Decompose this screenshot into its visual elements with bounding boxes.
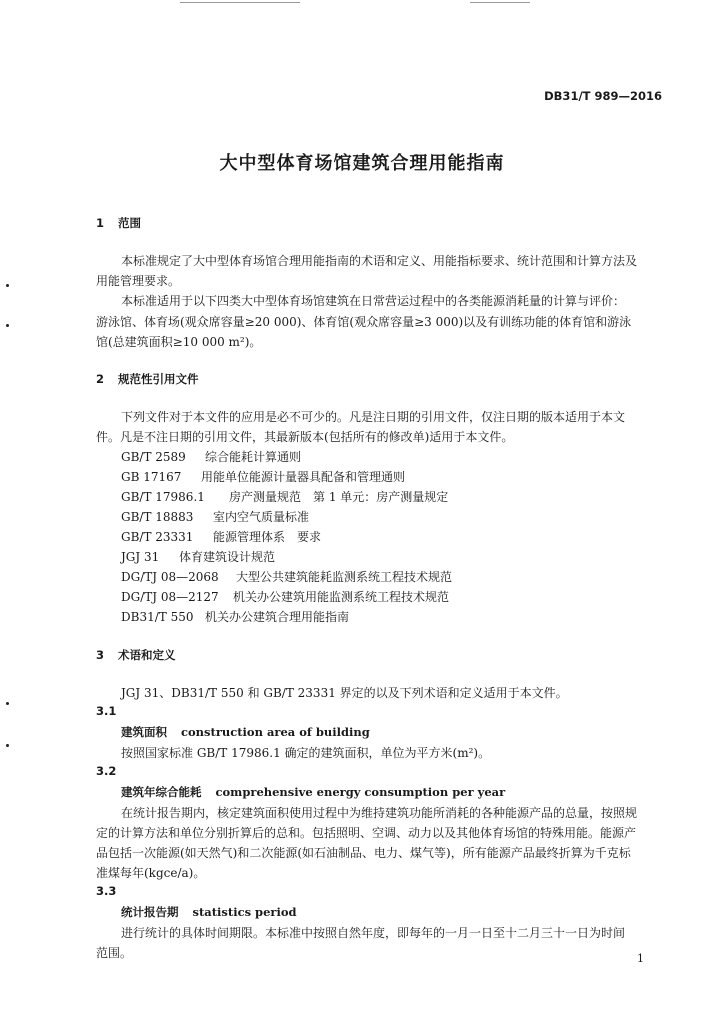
- reference-item: [121, 468, 405, 485]
- section-heading-terms: [96, 647, 176, 663]
- section-number: 2: [96, 372, 105, 386]
- reference-title: 机关办公建筑用能监测系统工程技术规范: [233, 590, 450, 604]
- reference-title: 机关办公建筑合理用能指南: [205, 610, 350, 624]
- paragraph-line: 件。凡是不注日期的引用文件，其最新版本(包括所有的修改单)适用于本文件。: [96, 430, 514, 444]
- clause-number: 3.2: [96, 764, 117, 778]
- reference-item: [121, 588, 449, 605]
- reference-item: [121, 608, 349, 625]
- section-heading-normative-references: [96, 371, 199, 387]
- reference-title: 大型公共建筑能耗监测系统工程技术规范: [236, 570, 453, 584]
- definition-line: 在统计报告期内，核定建筑面积使用过程中为维持建筑功能所消耗的各种能源产品的总量，按照规: [121, 806, 638, 820]
- section-number: 1: [96, 216, 105, 230]
- reference-code: GB 17167: [121, 470, 182, 484]
- reference-item: [121, 548, 275, 565]
- reference-title: 室内空气质量标准: [213, 510, 310, 524]
- reference-code: DG/TJ 08—2127: [121, 590, 219, 604]
- reference-code: JGJ 31: [121, 550, 160, 564]
- paragraph-line: 用能管理要求。: [96, 274, 181, 288]
- section-number: 3: [96, 648, 105, 662]
- section-heading-scope: [96, 215, 141, 231]
- reference-item: [121, 528, 321, 545]
- reference-title: 用能单位能源计量器具配备和管理通则: [201, 470, 406, 484]
- scan-artifact-dot: [6, 324, 9, 327]
- clause-number: 3.3: [96, 884, 117, 898]
- term-chinese: 统计报告期: [121, 905, 179, 919]
- term-chinese: 建筑面积: [121, 725, 167, 739]
- clause-number: 3.1: [96, 704, 117, 718]
- scan-artifact-dot: [6, 744, 9, 747]
- definition-line: 准煤每年(kgce/a)。: [96, 866, 206, 880]
- scan-artifact-dot: [6, 284, 9, 287]
- section-title: 范围: [118, 216, 141, 230]
- reference-code: GB/T 2589: [121, 450, 186, 464]
- definition-line: 范围。: [96, 946, 133, 960]
- term-entry: [121, 724, 370, 740]
- paragraph-line: 馆(总建筑面积≥10 000 m²)。: [96, 335, 262, 349]
- reference-title: 综合能耗计算通则: [205, 450, 302, 464]
- reference-code: GB/T 17986.1: [121, 490, 205, 504]
- paragraph-line: 游泳馆、体育场(观众席容量≥20 000)、体育馆(观众席容量≥3 000)以及有训练功能的体育馆和游泳: [96, 315, 632, 329]
- term-entry: [121, 904, 297, 920]
- definition-line: 进行统计的具体时间期限。本标准中按照自然年度，即每年的一月一日至十二月三十一日为时间: [121, 926, 626, 940]
- section-title: 术语和定义: [118, 648, 176, 662]
- page-number: 1: [637, 952, 644, 965]
- reference-code: GB/T 23331: [121, 530, 194, 544]
- reference-item: [121, 508, 309, 525]
- definition-line: 定的计算方法和单位分别折算后的总和。包括照明、空调、动力以及其他体育场馆的特殊用能。能源产: [96, 826, 637, 840]
- paragraph-line: 本标准适用于以下四类大中型体育场馆建筑在日常营运过程中的各类能源消耗量的计算与评价：: [121, 294, 626, 308]
- reference-item: [121, 488, 448, 505]
- standard-code: DB31/T 989—2016: [544, 89, 662, 103]
- definition-line: 品包括一次能源(如天然气)和二次能源(如石油制品、电力、煤气等)，所有能源产品最终折算为千克标: [96, 846, 631, 860]
- term-english: construction area of building: [181, 725, 370, 739]
- reference-title: 房产测量规范 第 1 单元：房产测量规定: [229, 490, 449, 504]
- term-english: comprehensive energy consumption per year: [215, 785, 506, 799]
- reference-title: 能源管理体系 要求: [213, 530, 322, 544]
- reference-item: [121, 568, 452, 585]
- reference-item: [121, 448, 301, 465]
- paragraph-line: JGJ 31、DB31/T 550 和 GB/T 23331 界定的以及下列术语和定义适用于本文件。: [121, 686, 568, 700]
- term-english: statistics period: [192, 905, 297, 919]
- scan-artifact-line: [470, 2, 530, 3]
- paragraph-line: 下列文件对于本文件的应用是必不可少的。凡是注日期的引用文件，仅注日期的版本适用于本文: [121, 410, 626, 424]
- term-chinese: 建筑年综合能耗: [121, 785, 202, 799]
- term-entry: [121, 784, 505, 800]
- scan-artifact-dot: [6, 702, 9, 705]
- reference-code: GB/T 18883: [121, 510, 194, 524]
- scan-artifact-line: [180, 2, 300, 3]
- document-title: 大中型体育场馆建筑合理用能指南: [219, 153, 505, 174]
- reference-title: 体育建筑设计规范: [179, 550, 276, 564]
- reference-code: DB31/T 550: [121, 610, 194, 624]
- section-title: 规范性引用文件: [118, 372, 199, 386]
- paragraph-line: 本标准规定了大中型体育场馆合理用能指南的术语和定义、用能指标要求、统计范围和计算方法及: [121, 254, 638, 268]
- reference-code: DG/TJ 08—2068: [121, 570, 219, 584]
- definition-line: 按照国家标准 GB/T 17986.1 确定的建筑面积，单位为平方米(m²)。: [121, 746, 491, 760]
